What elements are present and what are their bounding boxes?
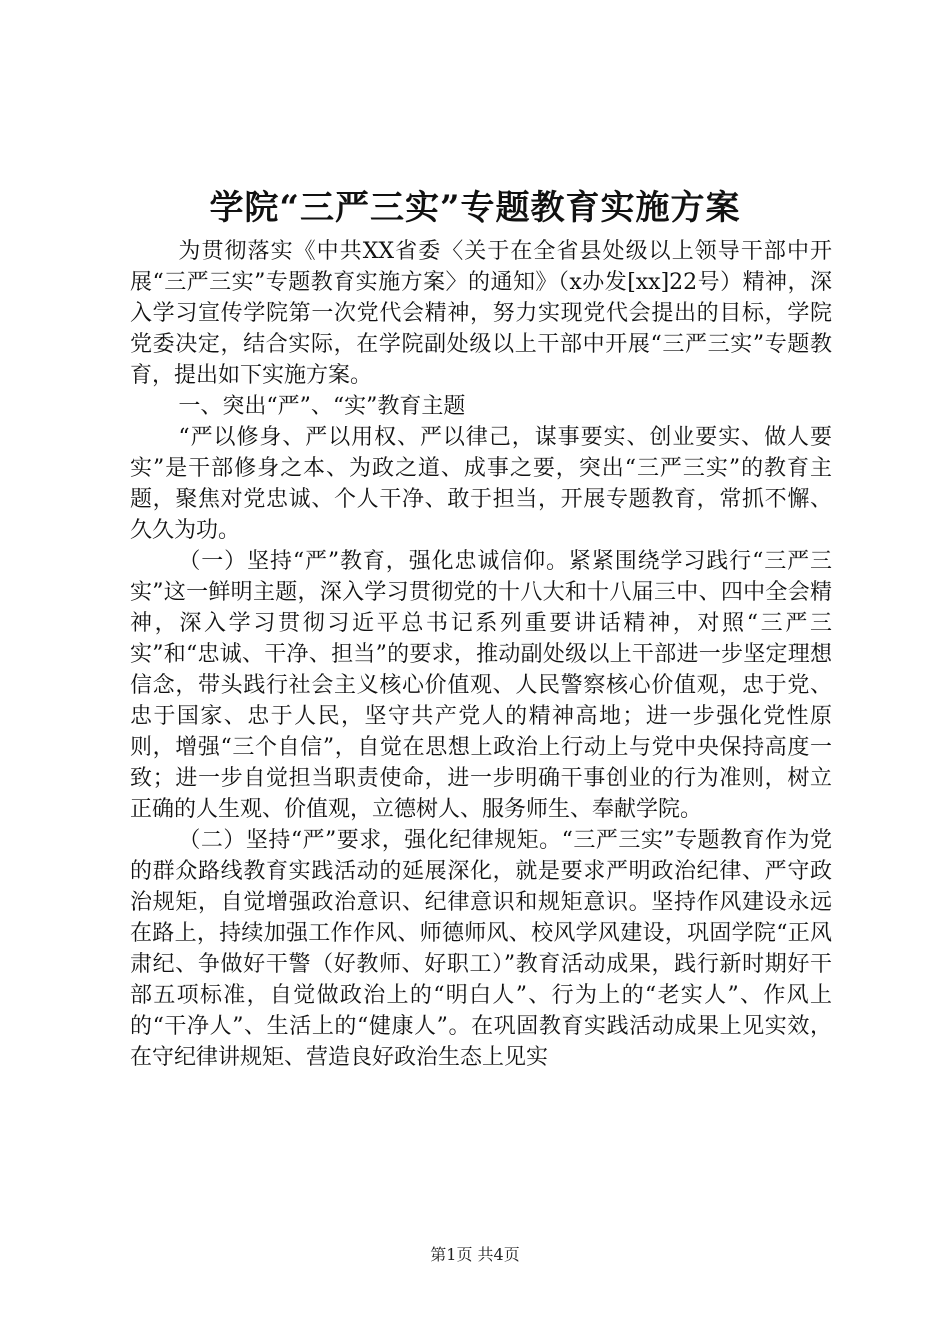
document-title: 学院“三严三实”专题教育实施方案	[209, 188, 741, 228]
page-number-indicator: 第1页 共4页	[430, 1245, 520, 1264]
intro-paragraph: 为贯彻落实《中共XX省委〈关于在全省县处级以上领导干部中开展“三严三实”专题教育实施方案〉的通知》（x办发[xx]22号）精神，深入学习宣传学院第一次党代会精神，努力实现党代会提出的目标，学院党委决定，结合实际，在学院副处级以上干部中开展“三严三实”专题教育，提出如下实施方案。	[130, 239, 832, 388]
subsection-2-paragraph: （二）坚持“严”要求，强化纪律规矩。“三严三实”专题教育作为党的群众路线教育实践活动的延展深化，就是要求严明政治纪律、严守政治规矩，自觉增强政治意识、纪律意识和规矩意识。坚持作风建设永远在路上，持续加强工作作风、师德师风、校风学风建设，巩固学院“正风肃纪、争做好干警（好教师、好职工）”教育活动成果，践行新时期好干部五项标准，自觉做政治上的“明白人”、行为上的“老实人”、作风上的“干净人”、生活上的“健康人”。在巩固教育实践活动成果上见实效，在守纪律讲规矩、营造良好政治生态上见实	[130, 828, 832, 1070]
document-body	[130, 236, 832, 1073]
section-heading-1: 一、突出“严”、“实”教育主题	[178, 394, 466, 419]
subsection-1-paragraph: （一）坚持“严”教育，强化忠诚信仰。紧紧围绕学习践行“三严三实”这一鲜明主题，深入学习贯彻党的十八大和十八届三中、四中全会精神，深入学习贯彻习近平总书记系列重要讲话精神，对照“三严三实”和“忠诚、干净、担当”的要求，推动副处级以上干部进一步坚定理想信念，带头践行社会主义核心价值观、人民警察核心价值观，忠于党、忠于国家、忠于人民，坚守共产党人的精神高地；进一步强化党性原则，增强“三个自信”，自觉在思想上政治上行动上与党中央保持高度一致；进一步自觉担当职责使命，进一步明确干事创业的行为准则，树立正确的人生观、价值观，立德树人、服务师生、奉献学院。	[130, 549, 832, 822]
theme-paragraph: “严以修身、严以用权、严以律己，谋事要实、创业要实、做人要实”是干部修身之本、为政之道、成事之要，突出“三严三实”的教育主题，聚焦对党忠诚、个人干净、敢于担当，开展专题教育，常抓不懈、久久为功。	[130, 425, 832, 543]
